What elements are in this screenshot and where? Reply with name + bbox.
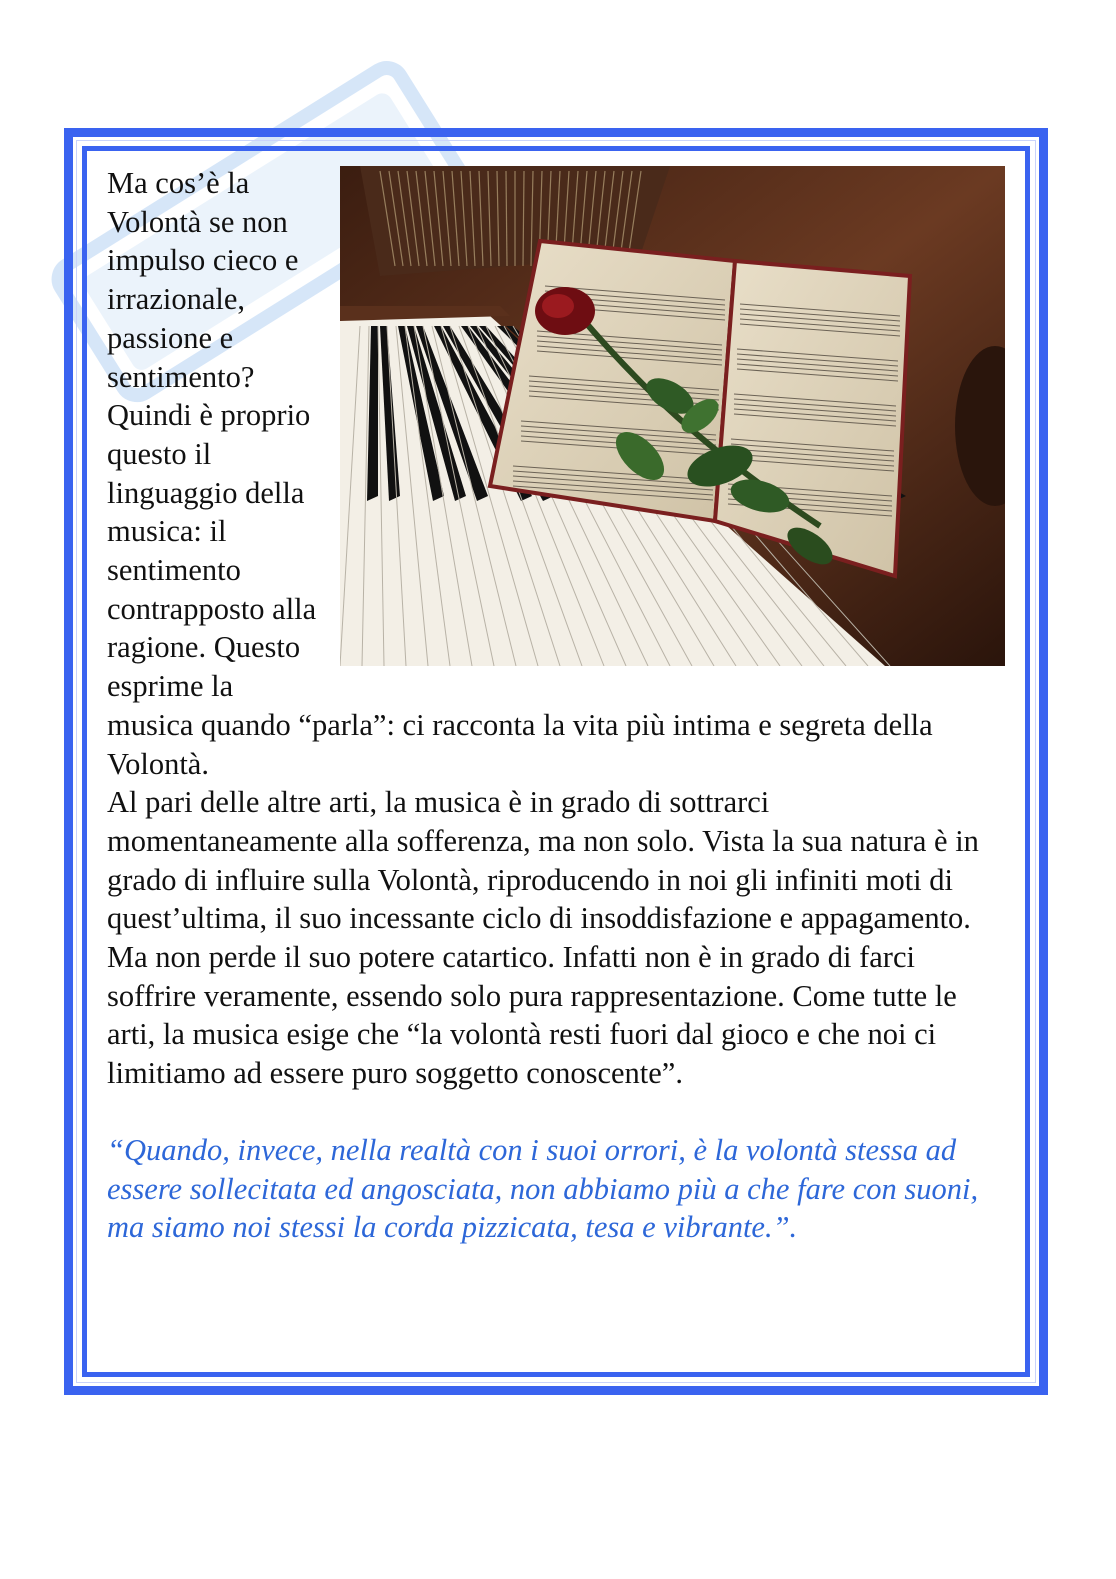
page-content [107, 164, 1007, 1247]
second-paragraph: Al pari delle altre arti, la musica è in grado di sottrarci momentaneamente alla sofferenza, ma non solo. Vista la sua natura è in grado di influire sulla Volontà, riproducendo in noi gli infiniti moti di quest’ultima, il suo incessante ciclo di insoddisfazione e appagamento. Ma non perde il suo potere catartico. Infatti non è in grado di farci soffrire veramente, essendo solo pura rappresentazione. Come tutte le arti, la musica esige che “la volontà resti fuori dal gioco e che noi ci limitiamo ad essere puro soggetto conoscente”. [107, 785, 979, 1091]
piano-rose-photo [340, 166, 1005, 666]
intro-paragraph: Ma cos’è la Volontà se non impulso cieco e irrazionale, passione e sentimento? Quindi è proprio questo il linguaggio della musica: il sentimento contrapposto alla ragione. Questo esprime la musica quando “parla”: ci racconta la vita più intima e segreta della Volontà. [107, 164, 1007, 783]
quote-paragraph: “Quando, invece, nella realtà con i suoi orrori, è la volontà stessa ad essere sollecitata ed angosciata, non abbiamo più a che fare con suoni, ma siamo noi stessi la corda pizzicata, tesa e vibrante.”. [107, 1132, 979, 1245]
